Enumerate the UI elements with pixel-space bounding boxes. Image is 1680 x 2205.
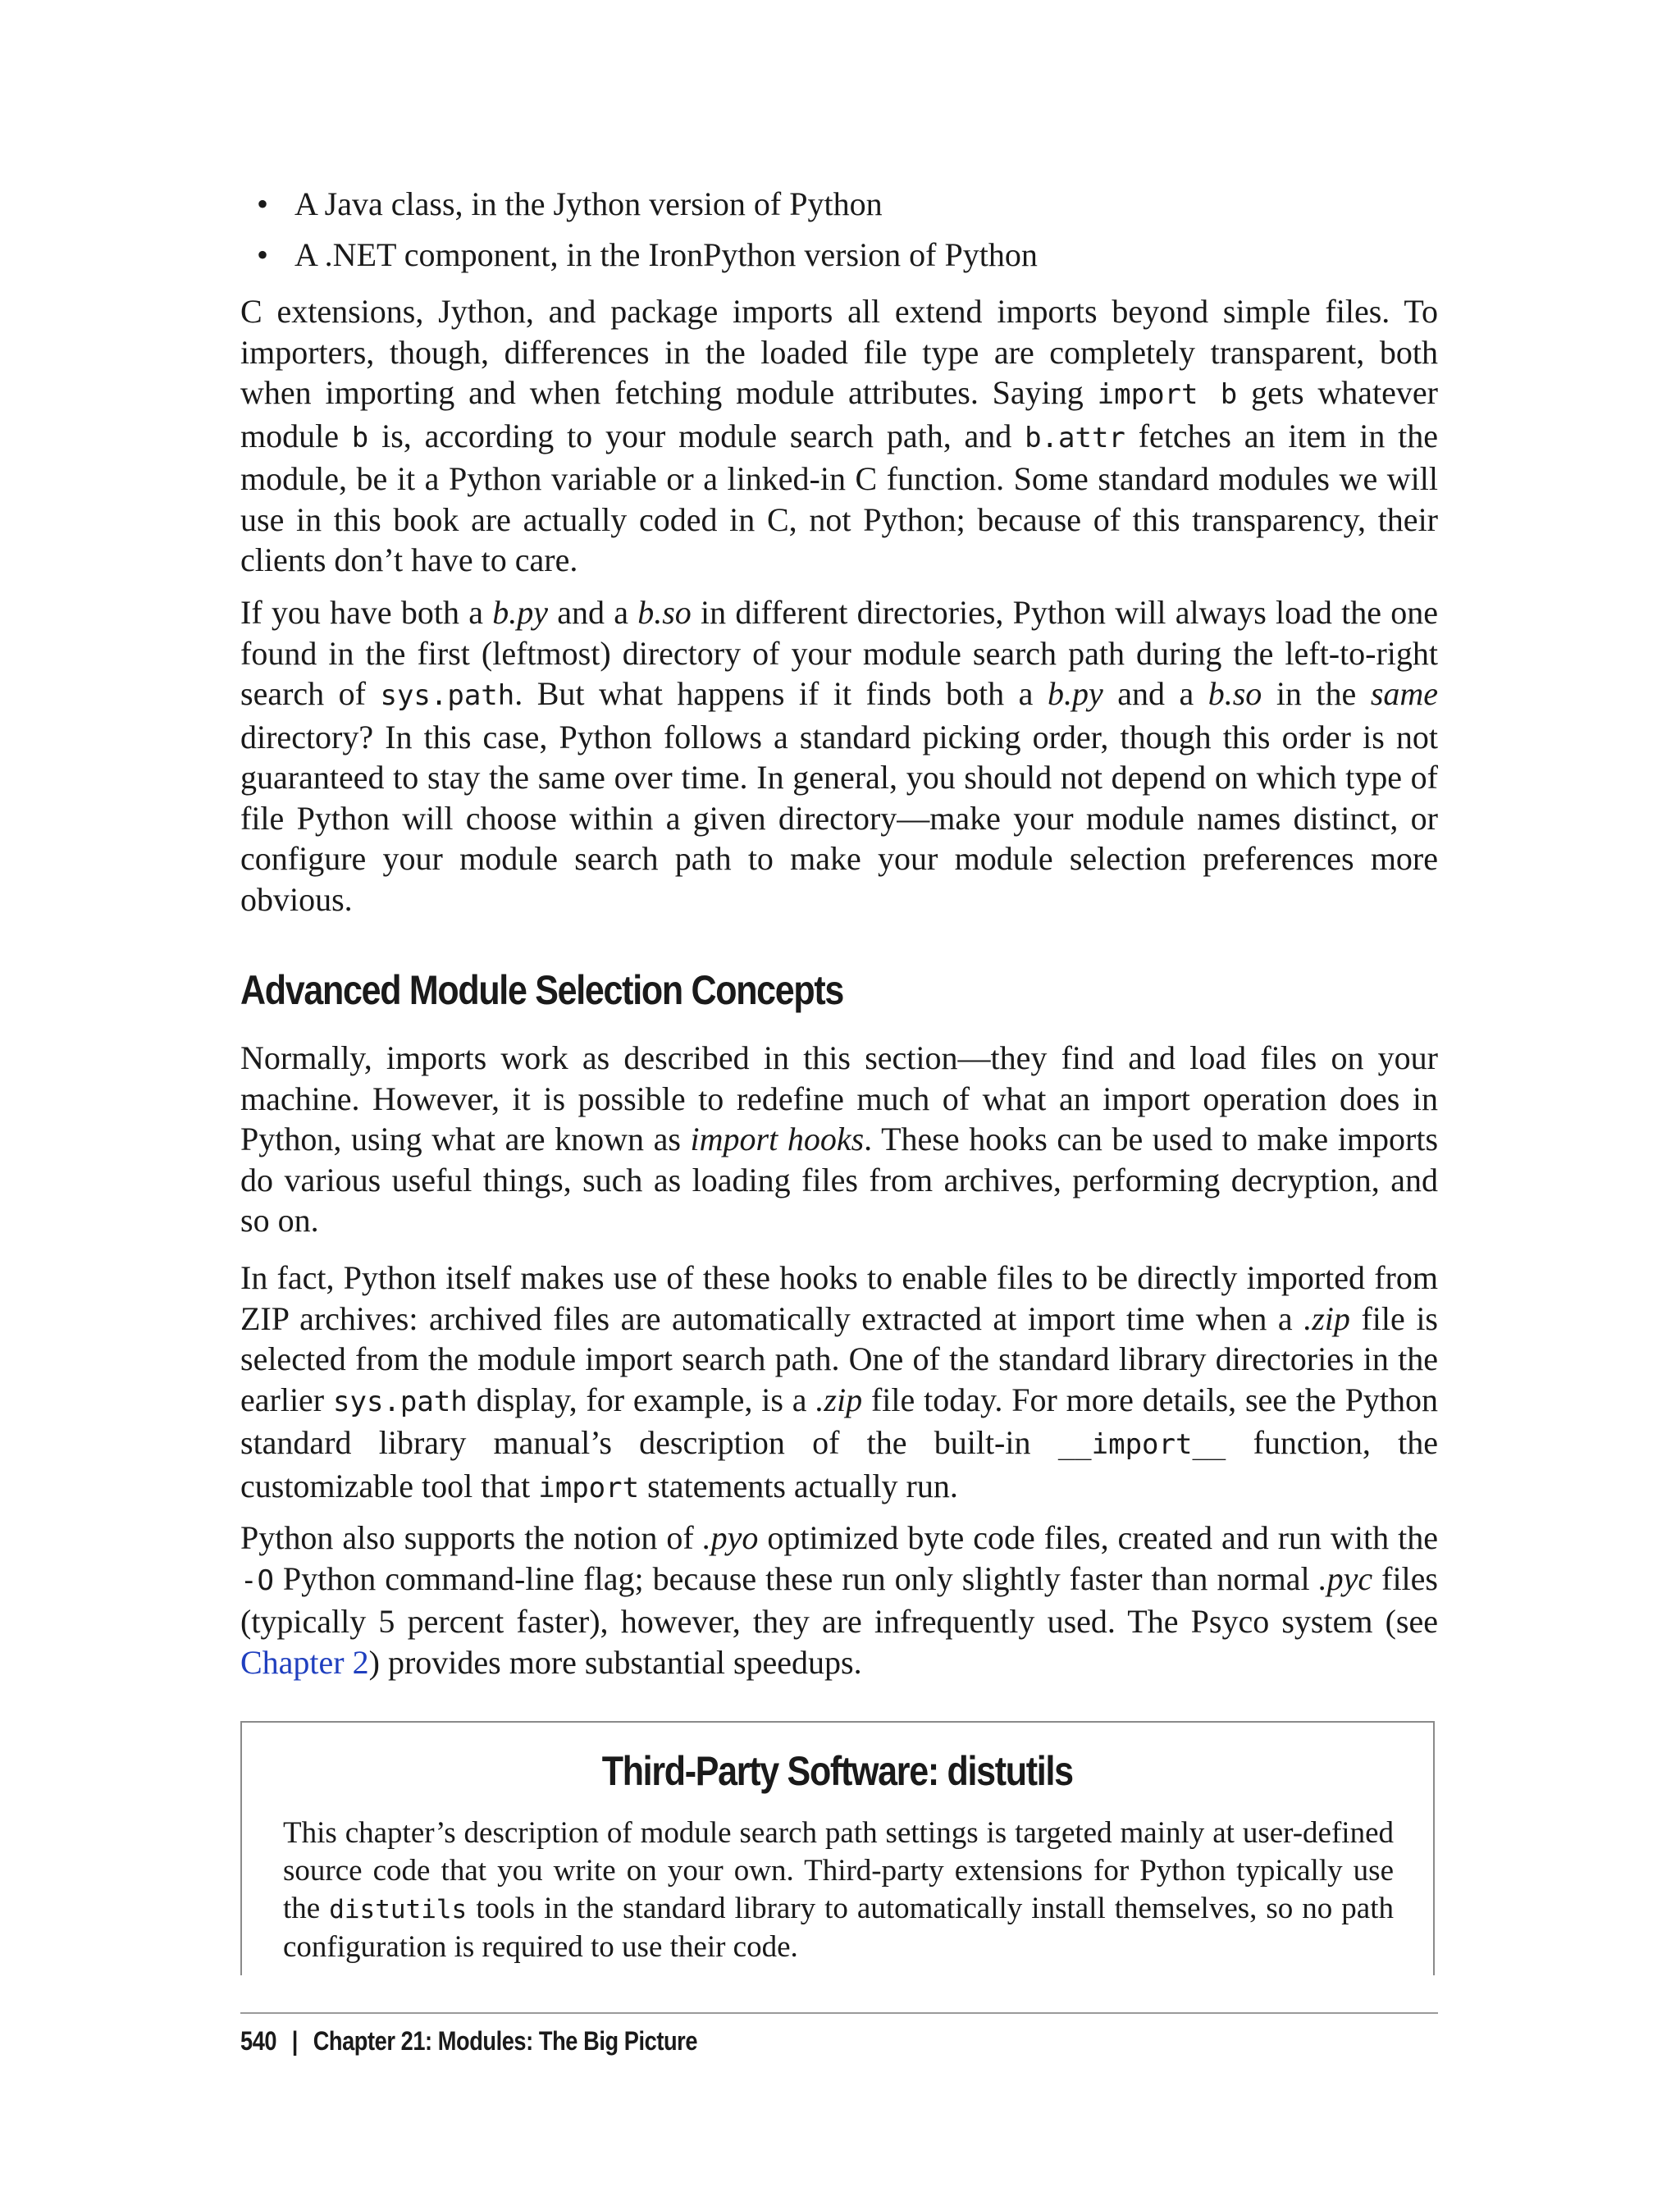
bullet-list bbox=[257, 179, 1038, 281]
page-number: 540 bbox=[240, 2026, 277, 2056]
bullet-item: • A Java class, in the Jython version of Python bbox=[257, 179, 1038, 230]
page-footer bbox=[240, 2026, 697, 2057]
footer-rule bbox=[240, 2012, 1438, 2014]
paragraph-pyo-files: Python also supports the notion of .pyo optimized byte code files, created and run with the -O Python command-line flag; because these run only slightly faster than normal .pyc files (typically 5 percent faster), however, they are infrequently used. The Psyco system (see Chapter 2) provides more substantial speedups. bbox=[240, 1519, 1438, 1681]
footer-separator: | bbox=[291, 2026, 298, 2056]
bullet-icon: • bbox=[257, 236, 269, 273]
section-heading: Advanced Module Selection Concepts bbox=[240, 967, 844, 1013]
bullet-icon: • bbox=[257, 185, 269, 222]
bullet-item: • A .NET component, in the IronPython version of Python bbox=[257, 230, 1038, 281]
sidebar-text: This chapter’s description of module search path settings is targeted mainly at user-defined source code that you write on your own. Third-party extensions for Python typically use the distutils tools in the standard library to automatically install themselves, so no path configuration is required to use their code. bbox=[283, 1816, 1394, 1964]
sidebar-title: Third-Party Software: distutils bbox=[601, 1748, 1074, 1794]
chapter-title: Chapter 21: Modules: The Big Picture bbox=[313, 2026, 698, 2056]
paragraph-transparency: C extensions, Jython, and package imports all extend imports beyond simple files. To importers, though, differences in the loaded file type are completely transparent, both when importing and when fetching module attributes. Saying import b gets whatever module b is, according to your module search path, and b.attr fetches an item in the module, be it a Python variable or a linked-in C function. Some standard modules we will use in this book are actually coded in C, not Python; because of this transparency, their clients don’t have to care. bbox=[240, 293, 1439, 578]
sidebar-box bbox=[240, 1721, 1435, 1975]
chapter-2-link[interactable]: Chapter 2 bbox=[240, 1643, 369, 1681]
paragraph-import-hooks: Normally, imports work as described in this section—they find and load files on your machine. However, it is possible to redefine much of what an import operation does in Python, using what are known as import hooks. These hooks can be used to make imports do various useful things, such as loading files from archives, performing decryption, and so on. bbox=[240, 1039, 1439, 1239]
paragraph-zip-imports: In fact, Python itself makes use of these hooks to enable files to be directly imported from ZIP archives: archived files are automatically extracted at import time when a .zip file is selected from the module import search path. One of the standard library directories in the earlier sys.path display, for example, is a .zip file today. For more details, see the Python standard library manual’s description of the built-in __import__ function, the customizable tool that import statements actually run. bbox=[240, 1259, 1438, 1504]
paragraph-picking-order: If you have both a b.py and a b.so in different directories, Python will always load the one found in the first (leftmost) directory of your module search path during the left-to-right search of sys.path. But what happens if it finds both a b.py and a b.so in the same directory? In this case, Python follows a standard picking order, though this order is not guaranteed to stay the same over time. In general, you should not depend on which type of file Python will choose within a given directory—make your module names distinct, or configure your module search path to make your module selection preferences more obvious. bbox=[240, 594, 1439, 918]
